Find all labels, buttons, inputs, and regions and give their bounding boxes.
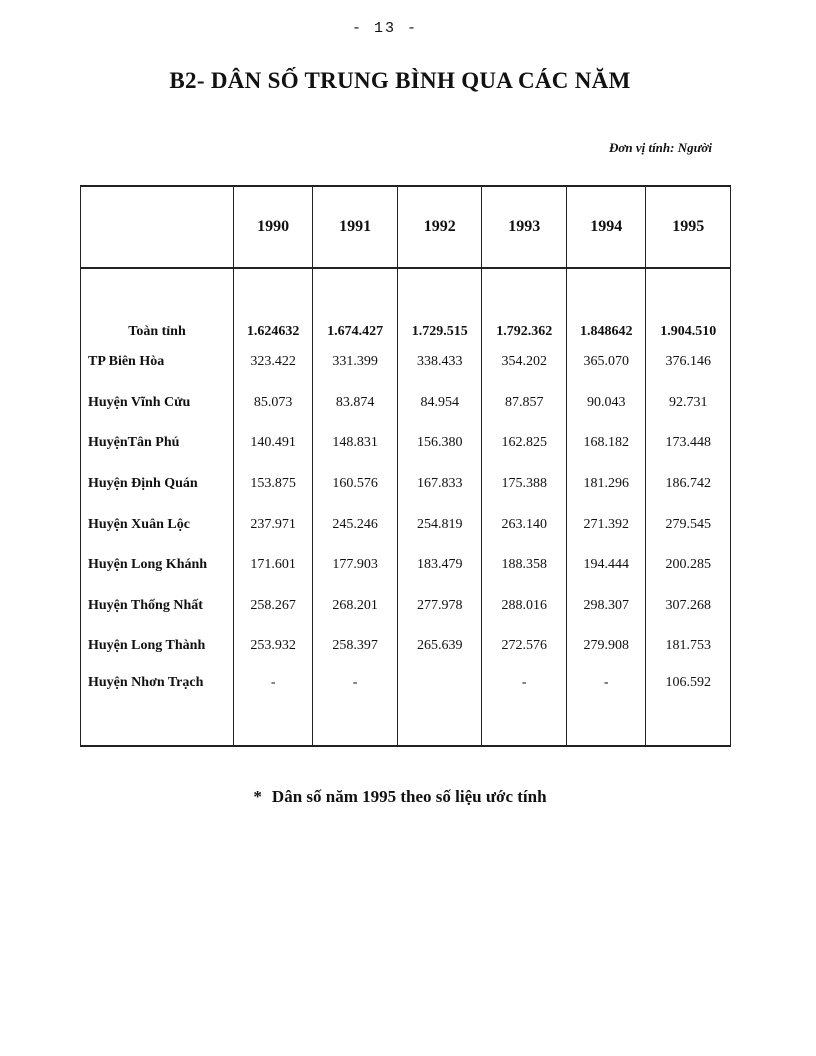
cell-value: 1.624632 — [234, 268, 313, 342]
header-year: 1991 — [313, 186, 398, 268]
cell-value: 171.601 — [234, 545, 313, 586]
cell-value: 160.576 — [313, 464, 398, 505]
cell-value: 253.932 — [234, 626, 313, 667]
row-name: Huyện Thống Nhất — [81, 586, 234, 627]
header-year: 1992 — [397, 186, 482, 268]
cell-value: 183.479 — [397, 545, 482, 586]
row-name: Huyện Định Quán — [81, 464, 234, 505]
cell-value: 331.399 — [313, 342, 398, 383]
header-blank-cell — [81, 186, 234, 268]
cell-value: 1.904.510 — [646, 268, 731, 342]
cell-value: - — [482, 667, 567, 746]
row-name: TP Biên Hòa — [81, 342, 234, 383]
table-row — [81, 423, 731, 464]
footnote-text: Dân số năm 1995 theo số liệu ước tính — [271, 787, 547, 806]
row-name: Toàn tỉnh — [81, 268, 234, 342]
table-row — [81, 504, 731, 545]
cell-value: 200.285 — [646, 545, 731, 586]
population-table — [80, 185, 731, 747]
cell-value: 265.639 — [397, 626, 482, 667]
cell-value: 365.070 — [567, 342, 646, 383]
cell-value: - — [313, 667, 398, 746]
unit-label: Đơn vị tính: Người — [608, 140, 712, 155]
cell-value: 181.753 — [646, 626, 731, 667]
cell-value: - — [234, 667, 313, 746]
cell-value: 279.545 — [646, 504, 731, 545]
cell-value — [397, 667, 482, 746]
footnote-star: * — [253, 787, 262, 806]
cell-value: 177.903 — [313, 545, 398, 586]
cell-value: 140.491 — [234, 423, 313, 464]
cell-value: 376.146 — [646, 342, 731, 383]
cell-value: 1.674.427 — [313, 268, 398, 342]
cell-value: 153.875 — [234, 464, 313, 505]
cell-value: 338.433 — [397, 342, 482, 383]
table-row — [81, 667, 731, 746]
cell-value: 156.380 — [397, 423, 482, 464]
cell-value: 162.825 — [482, 423, 567, 464]
table-row — [81, 342, 731, 383]
table-row — [81, 586, 731, 627]
table-row — [81, 268, 731, 342]
cell-value: 272.576 — [482, 626, 567, 667]
cell-value: 258.397 — [313, 626, 398, 667]
cell-value: 175.388 — [482, 464, 567, 505]
row-name: Huyện Vĩnh Cửu — [81, 383, 234, 424]
cell-value: 87.857 — [482, 383, 567, 424]
page-title: B2- DÂN SỐ TRUNG BÌNH QUA CÁC NĂM — [169, 68, 631, 93]
table-row — [81, 545, 731, 586]
cell-value: 85.073 — [234, 383, 313, 424]
cell-value: 186.742 — [646, 464, 731, 505]
cell-value: 83.874 — [313, 383, 398, 424]
cell-value: 323.422 — [234, 342, 313, 383]
cell-value: 168.182 — [567, 423, 646, 464]
cell-value: 268.201 — [313, 586, 398, 627]
cell-value: 237.971 — [234, 504, 313, 545]
header-year: 1995 — [646, 186, 731, 268]
cell-value: 167.833 — [397, 464, 482, 505]
row-name: Huyện Xuân Lộc — [81, 504, 234, 545]
cell-value: 84.954 — [397, 383, 482, 424]
cell-value: 194.444 — [567, 545, 646, 586]
row-name: Huyện Long Khánh — [81, 545, 234, 586]
cell-value: 1.729.515 — [397, 268, 482, 342]
cell-value: 279.908 — [567, 626, 646, 667]
cell-value: 258.267 — [234, 586, 313, 627]
cell-value: 354.202 — [482, 342, 567, 383]
cell-value: 277.978 — [397, 586, 482, 627]
header-year: 1994 — [567, 186, 646, 268]
row-name: Huyện Nhơn Trạch — [81, 667, 234, 746]
table-row — [81, 383, 731, 424]
cell-value: 181.296 — [567, 464, 646, 505]
cell-value: 245.246 — [313, 504, 398, 545]
cell-value: 271.392 — [567, 504, 646, 545]
cell-value: 106.592 — [646, 667, 731, 746]
header-year: 1990 — [234, 186, 313, 268]
row-name: HuyệnTân Phú — [81, 423, 234, 464]
footnote — [0, 787, 800, 807]
table-row — [81, 464, 731, 505]
cell-value: 254.819 — [397, 504, 482, 545]
cell-value: 288.016 — [482, 586, 567, 627]
cell-value: 307.268 — [646, 586, 731, 627]
cell-value: 1.848642 — [567, 268, 646, 342]
cell-value: 188.358 — [482, 545, 567, 586]
cell-value: - — [567, 667, 646, 746]
cell-value: 90.043 — [567, 383, 646, 424]
cell-value: 148.831 — [313, 423, 398, 464]
table-header-row — [81, 186, 731, 268]
cell-value: 1.792.362 — [482, 268, 567, 342]
cell-value: 263.140 — [482, 504, 567, 545]
cell-value: 173.448 — [646, 423, 731, 464]
cell-value: 298.307 — [567, 586, 646, 627]
table-row — [81, 626, 731, 667]
page-number: - 13 - — [351, 20, 418, 37]
header-year: 1993 — [482, 186, 567, 268]
row-name: Huyện Long Thành — [81, 626, 234, 667]
cell-value: 92.731 — [646, 383, 731, 424]
